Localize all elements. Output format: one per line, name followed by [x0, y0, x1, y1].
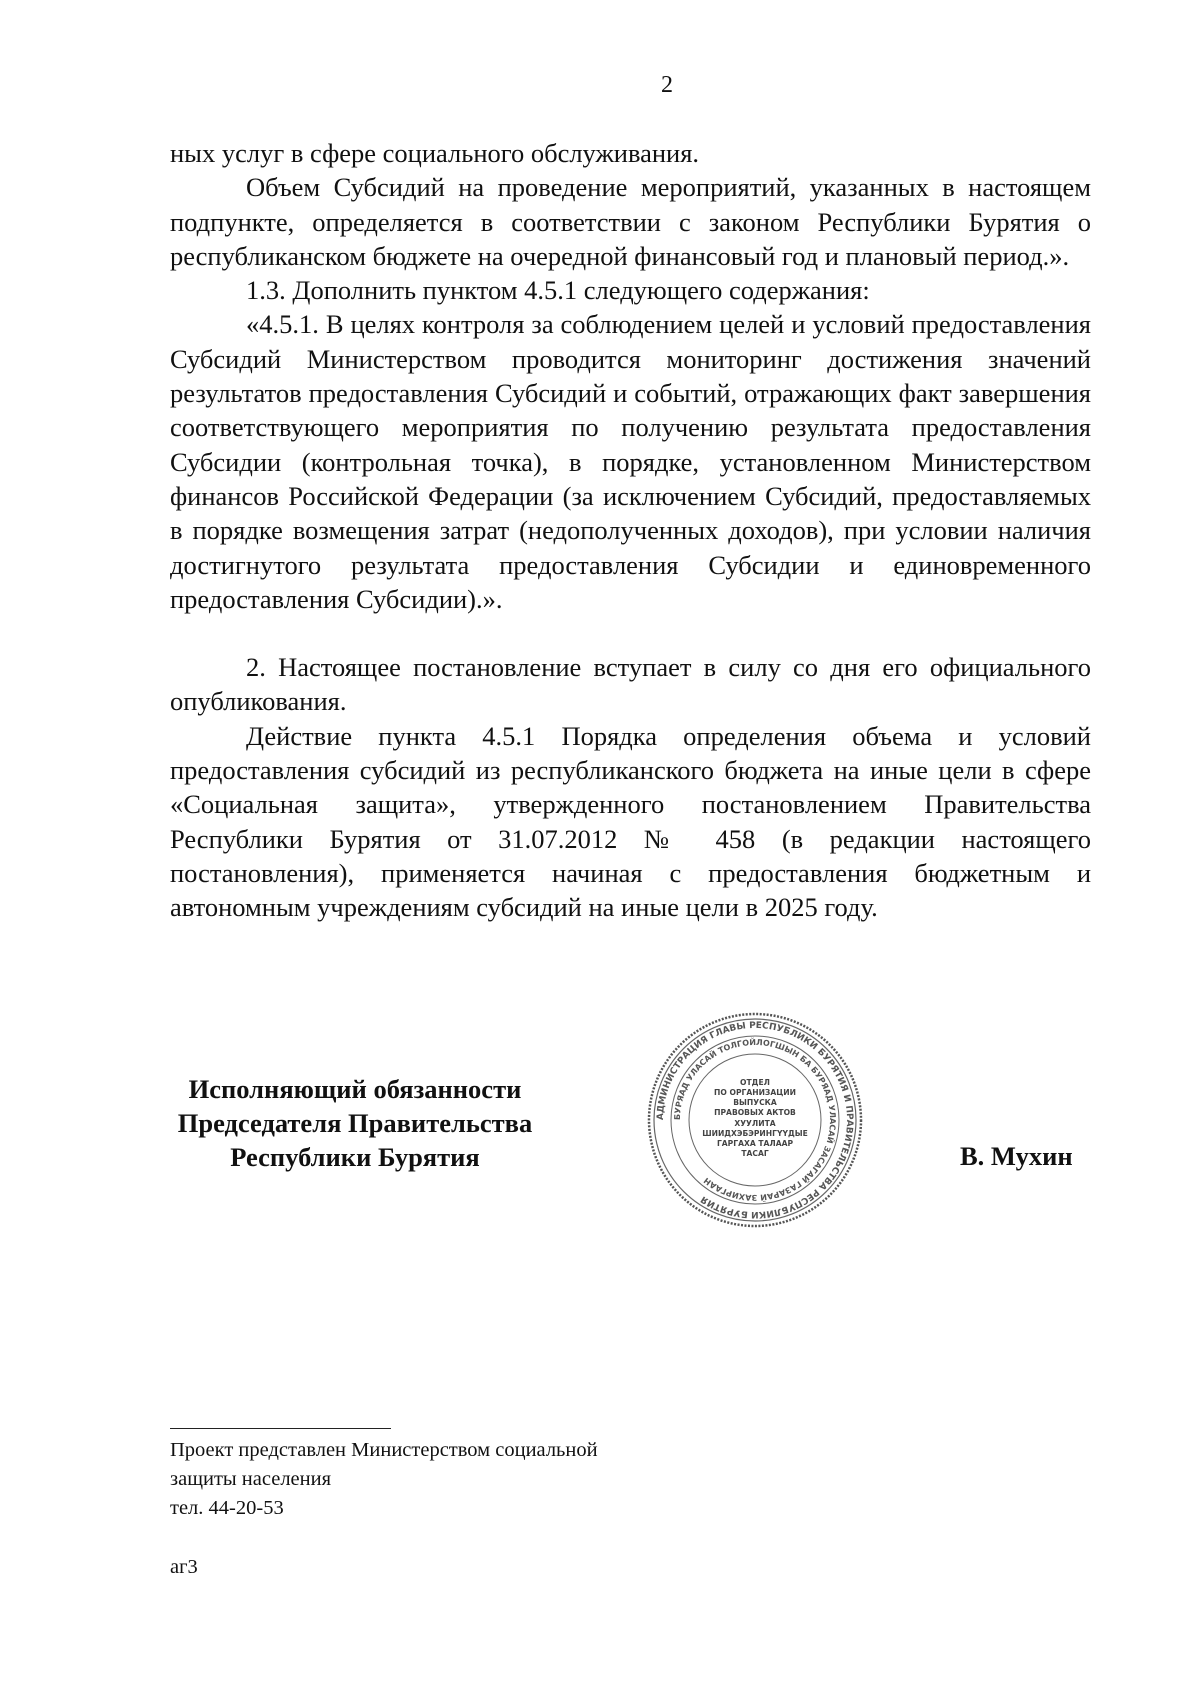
- seal-outer-ring-text: АДМИНИСТРАЦИЯ ГЛАВЫ РЕСПУБЛИКИ БУРЯТИЯ И ПРАВИТЕЛЬСТВА РЕСПУБЛИКИ БУРЯТИЯ: [655, 1020, 855, 1220]
- signatory-title: [140, 1072, 570, 1174]
- paragraph-gap: [170, 616, 1091, 650]
- seal-text-line: ТАСАГ: [741, 1149, 769, 1158]
- seal-text-line: ВЫПУСКА: [733, 1098, 777, 1107]
- seal-text-line: ШИИДХЭБЭРИНГҮҮДЫЕ: [702, 1129, 808, 1138]
- paragraph: 1.3. Дополнить пунктом 4.5.1 следующего содержания:: [246, 275, 870, 306]
- footnote-line: тел. 44-20-53: [170, 1497, 284, 1519]
- paragraph: ных услуг в сфере социального обслуживания.: [170, 138, 700, 168]
- footnote: [170, 1436, 598, 1523]
- document-code: аг3: [170, 1556, 198, 1578]
- footnote-line: защиты населения: [170, 1468, 332, 1490]
- footnote-line: Проект представлен Министерством социальной: [170, 1439, 598, 1461]
- seal-text-line: ГАРГАХА ТАЛААР: [716, 1139, 794, 1148]
- signatory-name: В. Мухин: [960, 1141, 1073, 1171]
- body-text: [170, 136, 1091, 925]
- signatory-title-line: Председателя Правительства: [177, 1108, 533, 1138]
- seal-text-line: ПО ОРГАНИЗАЦИИ: [714, 1088, 796, 1097]
- paragraph: Объем Субсидий на проведение мероприятий, указанных в настоящем подпункте, определяется в соответствии с законом Республики Бурятия о республиканском бюджете на очередной финансовый год и плановый период.».: [170, 172, 1091, 271]
- paragraph: «4.5.1. В целях контроля за соблюдением целей и условий предоставления Субсидий Министерством проводится мониторинг достижения значений результатов предоставления Субсидий и событий, отражающих факт завершения соответствующего мероприятия по получению результата предоставления Субсидии (контрольная точка), в порядке, установленном Министерством финансов Российской Федерации (за исключением Субсидий, предоставляемых в порядке возмещения затрат (недополученных доходов), при условии наличия достигнутого результата предоставления Субсидии и единовременного предоставления Субсидии).».: [170, 309, 1091, 614]
- signatory-title-line: Республики Бурятия: [230, 1142, 480, 1172]
- paragraph: Действие пункта 4.5.1 Порядка определения объема и условий предоставления субсидий из республиканского бюджета на иные цели в сфере «Социальная защита», утвержденного постановлением Правительства Республики Бурятия от 31.07.2012 № 458 (в редакции настоящего постановления), применяется начиная с предоставления бюджетным и автономным учреждениям субсидий на иные цели в 2025 году.: [170, 720, 1091, 923]
- page-number: 2: [661, 72, 673, 98]
- seal-inner-ring-text: БУРЯАД УЛАСАЙ ТОЛГОЙЛОГШЫН БА БУРЯАД УЛАСАЙ ЗАСАГАЙ ГАЗАРАЙ ЗАХИРГААН: [672, 1037, 838, 1203]
- signatory-title-line: Исполняющий обязанности: [188, 1074, 522, 1104]
- footnote-divider: [170, 1428, 391, 1429]
- seal-text-line: ОТДЕЛ: [740, 1078, 770, 1087]
- paragraph: 2. Настоящее постановление вступает в силу со дня его официального опубликования.: [170, 652, 1091, 717]
- seal-text-line: ПРАВОВЫХ АКТОВ: [714, 1108, 796, 1117]
- official-seal: [645, 1010, 865, 1230]
- seal-text-line: ХУУЛИТА: [734, 1119, 776, 1128]
